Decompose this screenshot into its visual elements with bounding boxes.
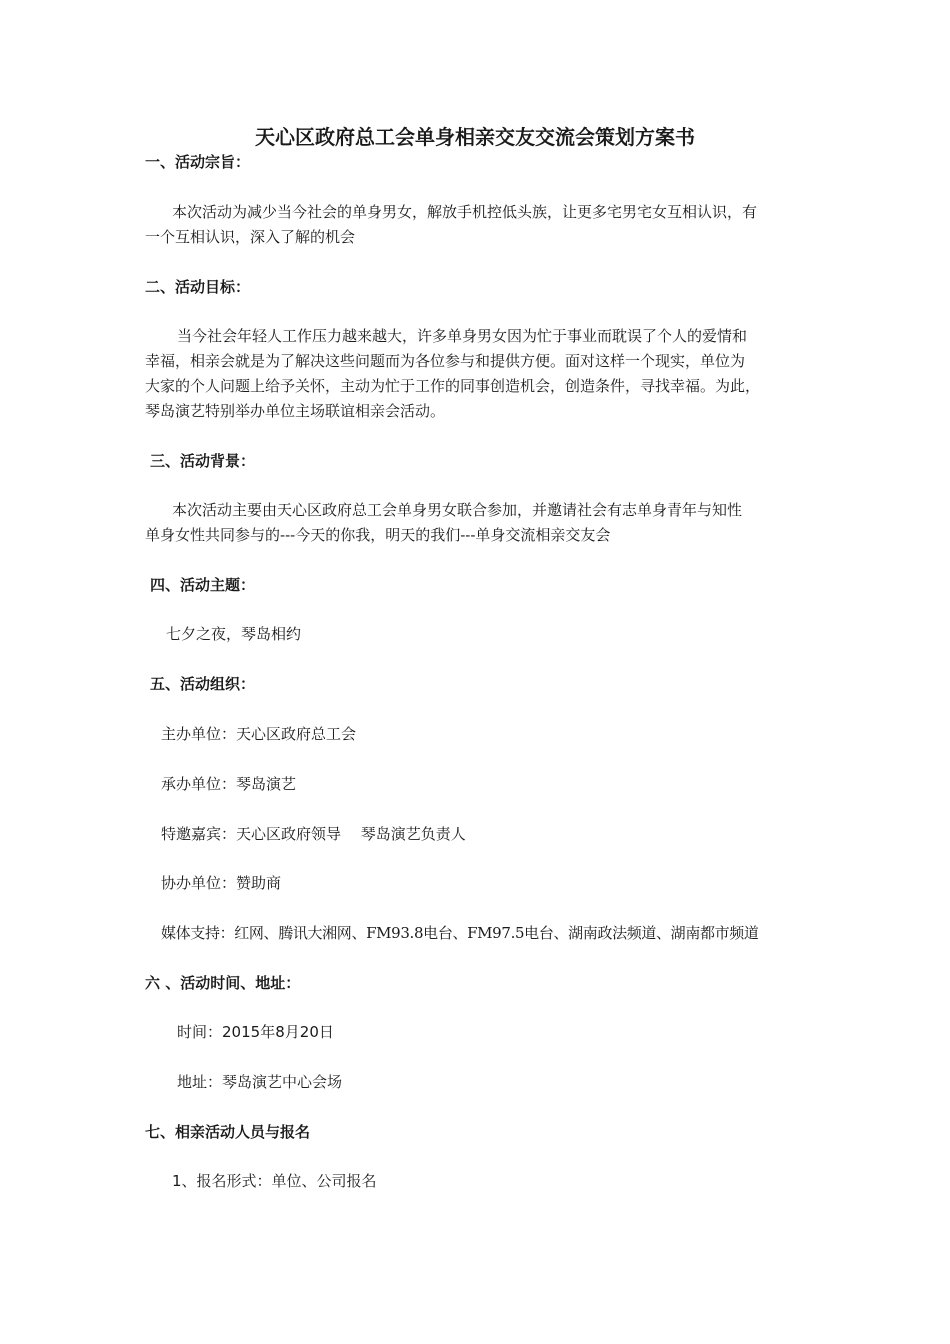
event-time-month-unit: 月 xyxy=(284,1023,300,1041)
section-1-heading: 一、活动宗旨： xyxy=(145,153,251,171)
section-2-heading: 二、活动目标： xyxy=(145,278,251,296)
registration-item-text: 、报名形式：单位、公司报名 xyxy=(181,1172,377,1190)
organizer-guests: 特邀嘉宾：天心区政府领导 琴岛演艺负责人 xyxy=(161,825,466,843)
organizer-undertaker: 承办单位：琴岛演艺 xyxy=(161,775,297,793)
organizer-co-host: 协办单位：赞助商 xyxy=(161,874,282,892)
organizer-media: 媒体支持：红网、腾讯大湘网、FM93.8电台、FM97.5电台、湖南政法频道、湖南都市频道 xyxy=(161,924,759,942)
section-1-line-2: 一个互相认识，深入了解的机会 xyxy=(145,228,356,246)
event-time-label: 时间： xyxy=(177,1023,223,1041)
registration-form xyxy=(172,1169,377,1193)
event-address: 地址：琴岛演艺中心会场 xyxy=(177,1073,343,1091)
organizer-host: 主办单位：天心区政府总工会 xyxy=(161,725,357,743)
section-4-heading: 四、活动主题： xyxy=(150,576,256,594)
document-title: 天心区政府总工会单身相亲交友交流会策划方案书 xyxy=(255,125,695,149)
registration-item-number: 1 xyxy=(172,1172,182,1190)
event-time-day: 20 xyxy=(299,1023,319,1041)
event-time-year: 2015 xyxy=(222,1023,261,1041)
section-2-line-1: 当今社会年轻人工作压力越来越大，许多单身男女因为忙于事业而耽误了个人的爱情和 xyxy=(177,327,748,345)
section-2-line-2: 幸福，相亲会就是为了解决这些问题而为各位参与和提供方便。面对这样一个现实，单位为 xyxy=(145,352,746,370)
section-2-line-4: 琴岛演艺特别举办单位主场联谊相亲会活动。 xyxy=(145,402,446,420)
event-time-year-unit: 年 xyxy=(260,1023,276,1041)
section-5-heading: 五、活动组织： xyxy=(150,675,256,693)
section-7-heading: 七、相亲活动人员与报名 xyxy=(145,1123,311,1141)
section-2-line-3: 大家的个人问题上给予关怀，主动为忙于工作的同事创造机会，创造条件，寻找幸福。为此， xyxy=(145,377,761,395)
section-4-theme: 七夕之夜，琴岛相约 xyxy=(166,625,302,643)
section-3-line-2: 单身女性共同参与的---今天的你我，明天的我们---单身交流相亲交友会 xyxy=(145,526,611,544)
event-time-month: 8 xyxy=(275,1023,285,1041)
section-3-line-1: 本次活动主要由天心区政府总工会单身男女联合参加，并邀请社会有志单身青年与知性 xyxy=(172,501,743,519)
section-3-heading: 三、活动背景： xyxy=(150,452,256,470)
section-1-line-1: 本次活动为减少当今社会的单身男女，解放手机控低头族，让更多宅男宅女互相认识，有 xyxy=(172,203,758,221)
event-time-day-unit: 日 xyxy=(318,1023,334,1041)
section-6-heading: 六 、活动时间、地址： xyxy=(145,974,301,992)
event-time xyxy=(177,1020,334,1044)
